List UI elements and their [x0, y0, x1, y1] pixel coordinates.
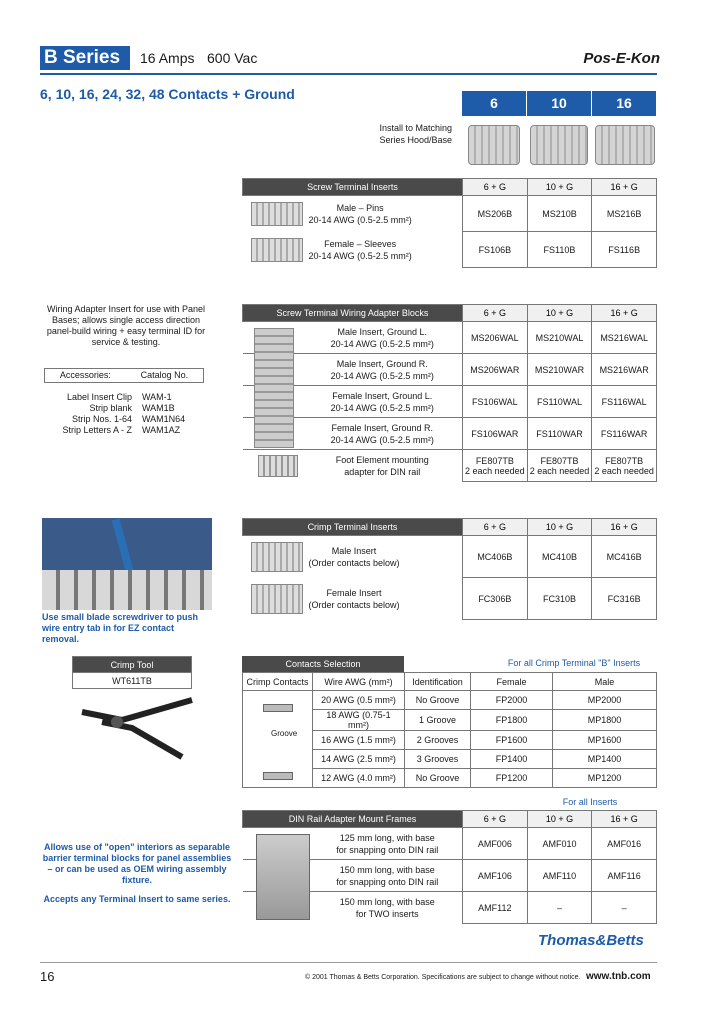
size-10-header: 10: [527, 91, 591, 116]
catalog-code: MS216WAR: [592, 354, 657, 386]
col-10g: 10 + G: [527, 519, 592, 536]
catalog-code: MS206WAR: [463, 354, 528, 386]
table-row: Male Insert, Ground L. 20-14 AWG (0.5-2.5 mm²) MS206WAL MS210WAL MS216WAL: [243, 322, 657, 354]
adapter-block-image: [254, 328, 294, 448]
adapter-blocks-title: Screw Terminal Wiring Adapter Blocks: [243, 305, 463, 322]
catalog-label: Catalog No.: [140, 370, 189, 380]
col-6g: 6 + G: [463, 519, 528, 536]
col-16g: 16 + G: [592, 179, 657, 196]
catalog-code: FS106B: [463, 232, 528, 268]
website-link[interactable]: www.tnb.com: [586, 971, 651, 982]
din-rail-title: DIN Rail Adapter Mount Frames: [243, 811, 463, 828]
catalog-code: MS210B: [527, 196, 592, 232]
catalog-code: FE807TB 2 each needed: [463, 450, 528, 482]
row-desc: Female – Sleeves: [324, 238, 397, 249]
col-10g: 10 + G: [527, 179, 592, 196]
catalog-code: FE807TB 2 each needed: [592, 450, 657, 482]
table-row: 150 mm long, with base for snapping onto DIN rail AMF106 AMF110 AMF116: [243, 860, 657, 892]
table-row: [243, 232, 657, 268]
male-pins-image: [251, 202, 303, 226]
table-row: Female Insert, Ground R. 20-14 AWG (0.5-2.5 mm²) FS106WAR FS110WAR FS116WAR: [243, 418, 657, 450]
col-10g: 10 + G: [527, 811, 592, 828]
col-10g: 10 + G: [527, 305, 592, 322]
catalog-code: MS216B: [592, 196, 657, 232]
install-label: Install to Matching Series Hood/Base: [379, 123, 452, 145]
copyright: © 2001 Thomas & Betts Corporation. Specifications are subject to change without notice.: [305, 974, 581, 981]
catalog-code: FS106WAR: [463, 418, 528, 450]
size-16-header: 16: [592, 91, 656, 116]
table-row: Crimp Contacts Wire AWG (mm²) Identification Female Male: [243, 673, 657, 691]
table-row: Female Insert (Order contacts below) FC306B FC310B FC316B: [243, 578, 657, 620]
catalog-code: MS206WAL: [463, 322, 528, 354]
col-6g: 6 + G: [463, 179, 528, 196]
din-for-all: For all Inserts: [562, 797, 618, 807]
catalog-code: FS116B: [592, 232, 657, 268]
table-row: Male Insert (Order contacts below) MC406B MC410B MC416B: [243, 536, 657, 578]
catalog-code: MS210WAR: [527, 354, 592, 386]
col-16g: 16 + G: [592, 519, 657, 536]
table-row: 150 mm long, with base for TWO inserts AMF112 – –: [243, 892, 657, 924]
catalog-code: MS206B: [463, 196, 528, 232]
table-row: 12 AWG (4.0 mm²) No Groove FP1200 MP1200: [243, 769, 657, 788]
catalog-code: FS110B: [527, 232, 592, 268]
crimp-tool-table: [72, 656, 192, 689]
catalog-code: FC306B: [463, 578, 528, 620]
catalog-code: FS110WAL: [527, 386, 592, 418]
accessories-header: [44, 368, 204, 383]
catalog-code: FS110WAR: [527, 418, 592, 450]
col-6g: 6 + G: [463, 811, 528, 828]
header-rule: [40, 73, 657, 75]
col-16g: 16 + G: [592, 811, 657, 828]
male-insert-image: [251, 542, 303, 572]
row-desc: Male – Pins: [336, 202, 384, 213]
din-note-2: Accepts any Terminal Insert to same series.: [43, 894, 231, 904]
table-row: Female Insert, Ground L. 20-14 AWG (0.5-2.5 mm²) FS106WAL FS110WAL FS116WAL: [243, 386, 657, 418]
hood-image-6: [468, 125, 520, 165]
foot-element-image: [258, 455, 298, 477]
catalog-code: MC406B: [463, 536, 528, 578]
voltage-rating: 600 Vac: [207, 50, 258, 66]
table-row: 14 AWG (2.5 mm²) 3 Grooves FP1400 MP1400: [243, 750, 657, 769]
groove-label: Groove: [271, 729, 298, 738]
catalog-code: MC416B: [592, 536, 657, 578]
amps-rating: 16 Amps: [140, 50, 195, 66]
contact-pin-image: [263, 704, 293, 712]
accessories-list: [44, 392, 204, 436]
catalog-code: MS216WAL: [592, 322, 657, 354]
col-6g: 6 + G: [463, 305, 528, 322]
catalog-code: FC316B: [592, 578, 657, 620]
contacts-title: 6, 10, 16, 24, 32, 48 Contacts + Ground: [40, 86, 295, 102]
crimp-inserts-table: [242, 518, 657, 620]
hood-image-10: [530, 125, 588, 165]
catalog-code: FC310B: [527, 578, 592, 620]
din-frame-image: [256, 834, 310, 920]
crimp-tool-image: [72, 692, 202, 762]
table-row: Foot Element mounting adapter for DIN rail FE807TB 2 each needed FE807TB 2 each needed FE807TB 2 each needed: [243, 450, 657, 482]
contacts-table: [242, 672, 657, 788]
footer-rule: [40, 962, 657, 963]
series-badge: B Series: [40, 46, 130, 70]
brand-logo: Pos-E-Kon: [583, 50, 660, 67]
size-6-header: 6: [462, 91, 526, 116]
wiring-adapter-note: Wiring Adapter Insert for use with Panel Bases; allows single access direction panel-build wiring + easy terminal ID for service & testing.: [46, 304, 206, 347]
row-spec: 20-14 AWG (0.5-2.5 mm²): [308, 214, 412, 225]
catalog-code: FS116WAL: [592, 386, 657, 418]
row-spec: 20-14 AWG (0.5-2.5 mm²): [308, 250, 412, 261]
list-item: Strip Nos. 1-64 WAM1N64: [71, 414, 186, 424]
crimp-tool-code: WT611TB: [73, 673, 192, 689]
table-row: 125 mm long, with base for snapping onto DIN rail AMF006 AMF010 AMF016: [243, 828, 657, 860]
page-number: 16: [40, 969, 55, 984]
table-row: Male Insert, Ground R. 20-14 AWG (0.5-2.5 mm²) MS206WAR MS210WAR MS216WAR: [243, 354, 657, 386]
adapter-blocks-table: [242, 304, 657, 482]
contacts-for-all: For all Crimp Terminal "B" Inserts: [507, 658, 641, 668]
table-row: 18 AWG (0.75-1 mm²) 1 Groove FP1800 MP1800: [243, 710, 657, 731]
list-item: Label Insert Clip WAM-1: [66, 392, 172, 402]
screw-inserts-table: [242, 178, 657, 268]
female-sleeves-image: [251, 238, 303, 262]
crimp-inserts-title: Crimp Terminal Inserts: [243, 519, 463, 536]
contact-sleeve-image: [263, 772, 293, 780]
female-insert-image: [251, 584, 303, 614]
catalog-code: FS106WAL: [463, 386, 528, 418]
catalog-code: MS210WAL: [527, 322, 592, 354]
list-item: Strip blank WAM1B: [89, 403, 175, 413]
screwdriver-note: Use small blade screwdriver to push wire entry tab in for EZ contact removal.: [42, 612, 199, 644]
accessories-label: Accessories:: [59, 370, 111, 380]
tnb-logo: Thomas&Betts: [538, 932, 644, 949]
crimp-tool-title: Crimp Tool: [73, 657, 192, 673]
hood-image-16: [595, 125, 655, 165]
catalog-code: FE807TB 2 each needed: [527, 450, 592, 482]
col-16g: 16 + G: [592, 305, 657, 322]
list-item: Strip Letters A - Z WAM1AZ: [62, 425, 181, 435]
din-note-1: Allows use of "open" interiors as separable barrier terminal blocks for panel assemblies – or can be used as OEM wiring assembly fixture.: [42, 842, 232, 885]
catalog-code: MC410B: [527, 536, 592, 578]
table-row: [243, 196, 657, 232]
screwdriver-photo: [42, 518, 212, 610]
catalog-code: FS116WAR: [592, 418, 657, 450]
contacts-title: Contacts Selection: [242, 656, 404, 672]
screw-inserts-title: Screw Terminal Inserts: [243, 179, 463, 196]
table-row: Groove 20 AWG (0.5 mm²) No Groove FP2000 MP2000: [243, 691, 657, 710]
table-row: 16 AWG (1.5 mm²) 2 Grooves FP1600 MP1600: [243, 731, 657, 750]
